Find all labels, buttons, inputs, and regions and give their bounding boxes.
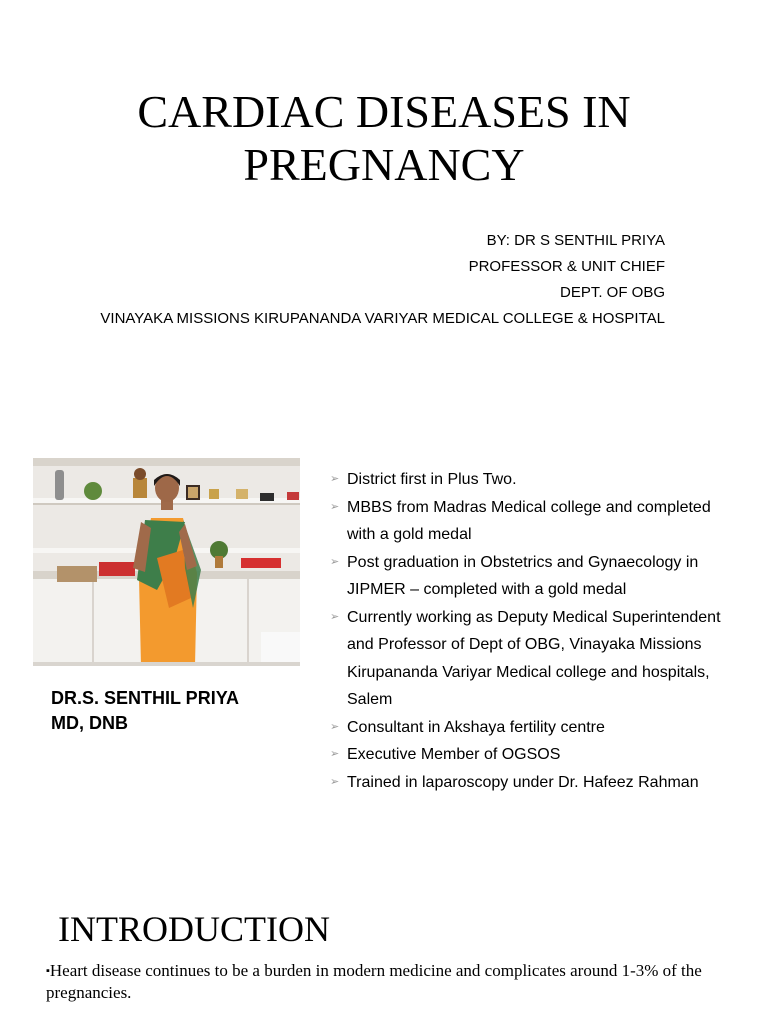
bullet-arrow-icon: ➢ — [330, 775, 340, 788]
author-block — [100, 228, 665, 332]
list-item — [330, 549, 730, 604]
title-line: PREGNANCY — [243, 139, 525, 190]
introduction-paragraph — [46, 960, 726, 1004]
list-item — [330, 466, 730, 494]
list-item — [330, 714, 730, 742]
title-line: CARDIAC DISEASES IN — [137, 86, 631, 137]
list-item-text: Executive Member of OGSOS — [347, 746, 561, 763]
list-item-text: Trained in laparoscopy under Dr. Hafeez Rahman — [347, 773, 699, 791]
bullet-arrow-icon: ➢ — [330, 720, 340, 733]
introduction-heading: INTRODUCTION — [58, 909, 330, 949]
list-item — [330, 741, 730, 769]
introduction-text: Heart disease continues to be a burden in modern medicine and complicates around 1-3% of the pregnancies. — [46, 961, 702, 1002]
list-item-text: Currently working as Deputy Medical Superintendent and Professor of Dept of OBG, Vinayaka Missions Kirupananda Variyar Medical college and hospitals, Salem — [347, 608, 721, 708]
credentials-list — [330, 466, 730, 796]
author-line: VINAYAKA MISSIONS KIRUPANANDA VARIYAR MEDICAL COLLEGE & HOSPITAL — [100, 310, 665, 327]
slide-title — [0, 85, 768, 191]
bullet-square-icon: ▪ — [46, 965, 50, 977]
list-item-text: Consultant in Akshaya fertility centre — [347, 718, 605, 736]
bullet-arrow-icon: ➢ — [330, 748, 340, 760]
list-item — [330, 604, 730, 714]
caption-line: DR.S. SENTHIL PRIYA — [51, 688, 240, 708]
doctor-photo — [33, 458, 300, 666]
list-item — [330, 494, 730, 549]
list-item — [330, 769, 730, 797]
doctor-caption — [51, 686, 239, 736]
list-item-text: Post graduation in Obstetrics and Gynaecology in JIPMER – completed with a gold medal — [347, 553, 699, 598]
bullet-arrow-icon: ➢ — [330, 555, 340, 568]
list-item-text: MBBS from Madras Medical college and completed with a gold medal — [347, 498, 711, 543]
author-line: DEPT. OF OBG — [559, 284, 665, 301]
author-line: BY: DR S SENTHIL PRIYA — [486, 232, 665, 249]
caption-line: MD, DNB — [51, 713, 128, 733]
bullet-arrow-icon: ➢ — [330, 610, 340, 623]
bullet-arrow-icon: ➢ — [330, 500, 340, 513]
author-line: PROFESSOR & UNIT CHIEF — [468, 258, 665, 275]
bullet-arrow-icon: ➢ — [330, 473, 340, 485]
list-item-text: District first in Plus Two. — [347, 471, 517, 488]
